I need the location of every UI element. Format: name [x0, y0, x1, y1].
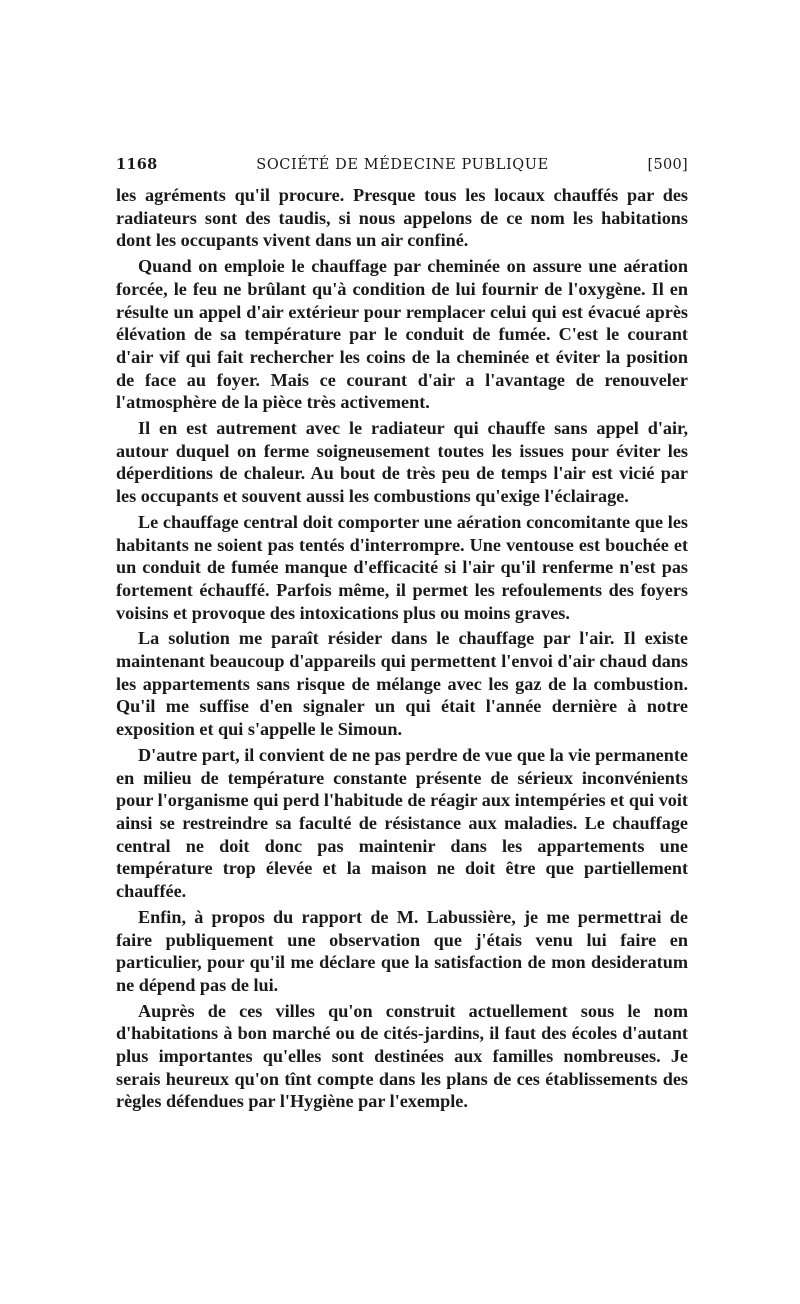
paragraph: Quand on emploie le chauffage par cheminée on assure une aération forcée, le feu ne brûlant qu'à condition de lui fournir de l'oxygène. Il en résulte un appel d'air extérieur pour remplacer celui qui est évacué après élévation de sa température par le conduit de fumée. C'est le courant d'air vif qui fait rechercher les coins de la cheminée et éviter la position de face au foyer. Mais ce courant d'air a l'avantage de renouveler l'atmosphère de la pièce très activement.: [116, 256, 688, 413]
paragraph: Enfin, à propos du rapport de M. Labussière, je me permettrai de faire publiquement une observation que j'étais venu lui faire en particulier, pour qu'il me déclare que la satisfaction de mon desideratum ne dépend pas de lui.: [116, 906, 688, 995]
paragraph: Le chauffage central doit comporter une aération concomitante que les habitants ne soient pas tentés d'interrompre. Une ventouse est bouchée et un conduit de fumée manque d'efficacité si l'air qu'il renferme n'est pas fortement échauffé. Parfois même, il permet les refoulements des foyers voisins et provoque des intoxications plus ou moins graves.: [116, 511, 688, 623]
paragraph: Il en est autrement avec le radiateur qui chauffe sans appel d'air, autour duquel on ferme soigneusement toutes les issues pour éviter les déperditions de chaleur. Au bout de très peu de temps l'air est vicié par les occupants et souvent aussi les combustions qu'exige l'éclairage.: [116, 418, 688, 507]
body-text: [116, 184, 688, 1113]
bracket-page-number: [500]: [647, 157, 688, 173]
paragraph: La solution me paraît résider dans le chauffage par l'air. Il existe maintenant beaucoup d'appareils qui permettent l'envoi d'air chaud dans les appartements sans risque de mélange avec les gaz de la combustion. Qu'il me suffise d'en signaler un qui était l'année dernière à notre exposition et qui s'appelle le Simoun.: [116, 628, 688, 740]
page-number: 1168: [116, 156, 158, 173]
paragraph: les agréments qu'il procure. Presque tous les locaux chauffés par des radiateurs sont des taudis, si nous appelons de ce nom les habitations dont les occupants vivent dans un air confiné.: [116, 185, 688, 251]
document-page: [116, 156, 688, 1116]
paragraph: Auprès de ces villes qu'on construit actuellement sous le nom d'habitations à bon marché ou de cités-jardins, il faut des écoles d'autant plus importantes qu'elles sont destinées aux familles nombreuses. Je serais heureux qu'on tînt compte dans les plans de ces établissements des règles défendues par l'Hygiène par l'exemple.: [116, 1000, 688, 1112]
journal-title: SOCIÉTÉ DE MÉDECINE PUBLIQUE: [256, 157, 549, 173]
running-head: [116, 156, 688, 178]
paragraph: D'autre part, il convient de ne pas perdre de vue que la vie permanente en milieu de température constante présente de sérieux inconvénients pour l'organisme qui perd l'habitude de réagir aux intempéries et qui voit ainsi se restreindre sa faculté de résistance aux maladies. Le chauffage central ne doit donc pas maintenir dans les appartements une température trop élevée et la maison ne doit être que partiellement chauffée.: [116, 744, 688, 902]
